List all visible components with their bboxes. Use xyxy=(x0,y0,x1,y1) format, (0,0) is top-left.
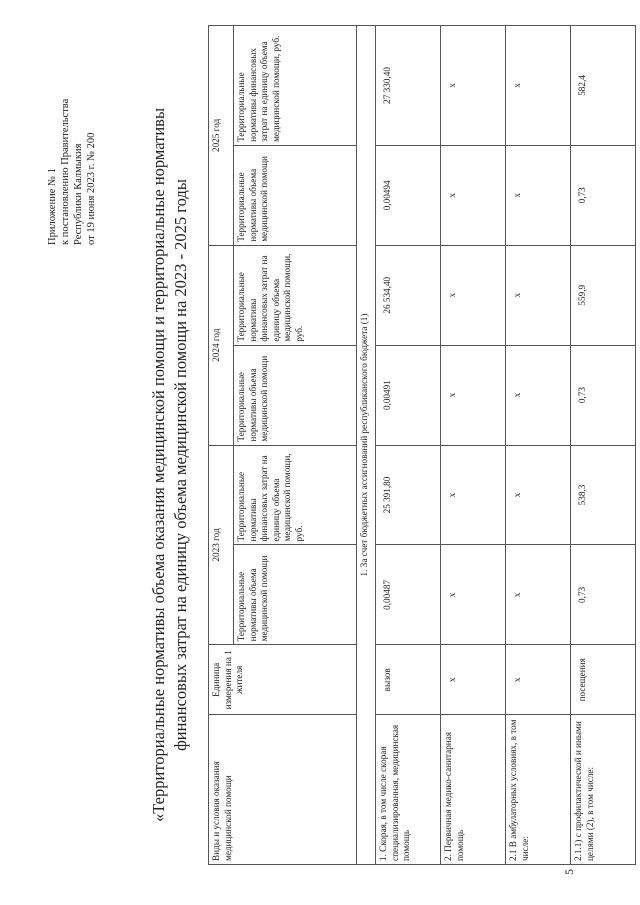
appendix-header xyxy=(46,25,98,245)
row-kind: 2.1 В амбулаторных условиях, в том числе: xyxy=(506,715,571,865)
cell-cost-2023: x xyxy=(441,445,506,545)
header-kind: Виды и условия оказания медицинской помощи xyxy=(209,715,357,865)
header-row-years xyxy=(209,26,234,865)
cell-cost-2023: 538,3 xyxy=(571,445,636,545)
row-unit: вызов xyxy=(376,645,441,715)
table-row xyxy=(506,26,571,865)
appendix-line: к постановлению Правительства xyxy=(60,98,71,245)
header-unit: Единица измерения на 1 жителя xyxy=(209,645,357,715)
header-year-2024: 2024 год xyxy=(209,245,234,445)
cell-cost-2024: 26 534,40 xyxy=(376,245,441,345)
header-cost-2025: Территориальные нормативы финансовых затрат на единицу объема медицинской помощи, руб. xyxy=(234,26,357,146)
cell-cost-2024: 559,9 xyxy=(571,245,636,345)
cell-volume-2025: x xyxy=(506,145,571,245)
header-year-2023: 2023 год xyxy=(209,445,234,645)
cell-cost-2023: 25 391,80 xyxy=(376,445,441,545)
table-row xyxy=(376,26,441,865)
cell-volume-2025: 0,73 xyxy=(571,145,636,245)
cell-volume-2023: 0,73 xyxy=(571,545,636,645)
page-number: 5 xyxy=(562,869,576,875)
row-kind: 2.1.1) с профилактической и иными целями (2), в том числе: xyxy=(571,715,636,865)
header-volume-2024: Территориальные нормативы объема медицинской помощи xyxy=(234,345,357,445)
cell-cost-2023: x xyxy=(506,445,571,545)
appendix-line: Республики Калмыкия xyxy=(73,143,84,245)
row-kind: 1. Скорая, в том числе скорая специализированная, медицинская помощь xyxy=(376,715,441,865)
section-title: 1. За счет бюджетных ассигнований республиканского бюджета (1) xyxy=(357,26,376,865)
cell-volume-2024: 0,73 xyxy=(571,345,636,445)
document-title: «Территориальные нормативы объема оказания медицинской помощи и территориальные нормативы финансовых затрат на единицу объема медицинской помощи на 2023 - 2025 годы xyxy=(149,107,190,823)
cell-volume-2023: 0,00487 xyxy=(376,545,441,645)
cell-volume-2023: x xyxy=(506,545,571,645)
cell-volume-2024: 0,00491 xyxy=(376,345,441,445)
table-row xyxy=(571,26,636,865)
cell-volume-2024: x xyxy=(441,345,506,445)
header-year-2025: 2025 год xyxy=(209,26,234,246)
row-unit: посещения xyxy=(571,645,636,715)
cell-cost-2025: 27 330,40 xyxy=(376,26,441,146)
cell-cost-2025: x xyxy=(506,26,571,146)
row-unit: x xyxy=(506,645,571,715)
cell-cost-2024: x xyxy=(441,245,506,345)
appendix-line: от 19 июня 2023 г. № 200 xyxy=(86,132,97,245)
cell-cost-2024: x xyxy=(506,245,571,345)
cell-volume-2024: x xyxy=(506,345,571,445)
cell-cost-2025: 582,4 xyxy=(571,26,636,146)
cell-volume-2025: x xyxy=(441,145,506,245)
header-cost-2023: Территориальные нормативы финансовых затрат на единицу объема медицинской помощи, руб. xyxy=(234,445,357,545)
header-volume-2025: Территориальные нормативы объема медицинской помощи xyxy=(234,145,357,245)
row-kind: 2. Первичная медико-санитарная помощь xyxy=(441,715,506,865)
appendix-line: Приложение № 1 xyxy=(47,168,58,245)
cell-volume-2025: 0,00494 xyxy=(376,145,441,245)
section-row xyxy=(357,26,376,865)
table-row xyxy=(441,26,506,865)
cell-cost-2025: x xyxy=(441,26,506,146)
cell-volume-2023: x xyxy=(441,545,506,645)
row-unit: x xyxy=(441,645,506,715)
header-cost-2024: Территориальные нормативы финансовых затрат на единицу объема медицинской помощи, руб. xyxy=(234,245,357,345)
norms-table xyxy=(208,25,636,865)
header-volume-2023: Территориальные нормативы объема медицинской помощи xyxy=(234,545,357,645)
